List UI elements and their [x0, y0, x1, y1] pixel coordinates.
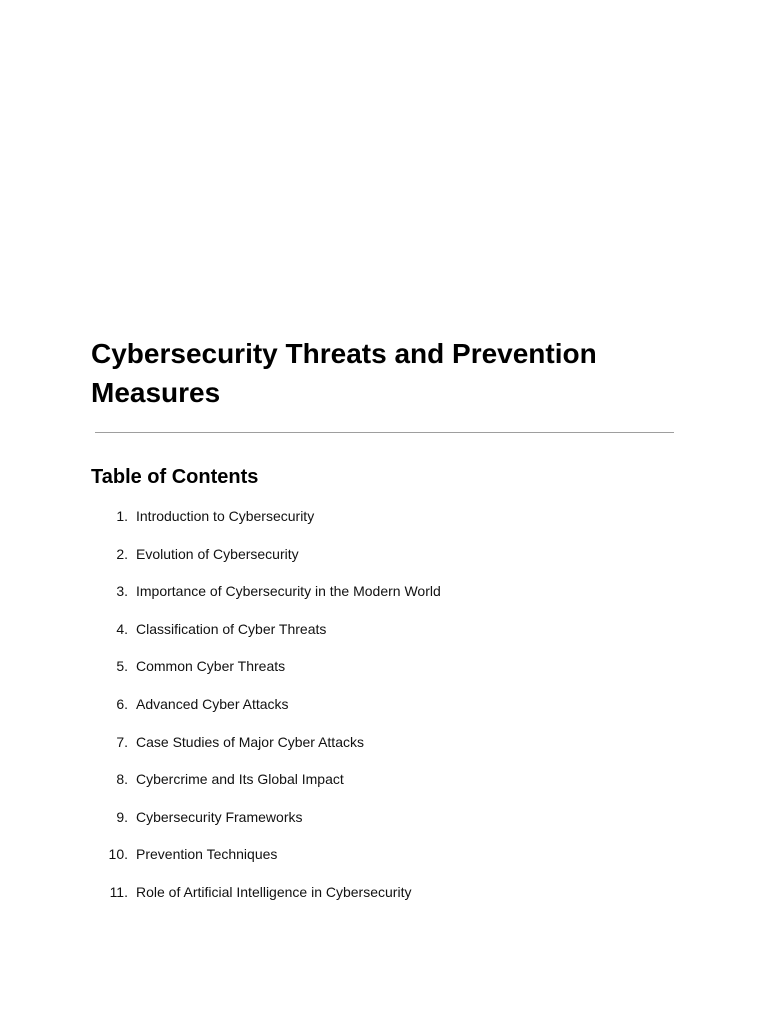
toc-item-label: Classification of Cyber Threats — [136, 620, 327, 637]
toc-item-label: Cybersecurity Frameworks — [136, 808, 303, 825]
toc-item-label: Cybercrime and Its Global Impact — [136, 771, 344, 788]
toc-item-number: 8. — [116, 771, 128, 788]
toc-item-number: 7. — [116, 733, 128, 750]
toc-list — [0, 505, 700, 919]
toc-item-label: Prevention Techniques — [136, 846, 278, 863]
document-title: Cybersecurity Threats and Prevention Measures — [91, 338, 597, 408]
toc-item — [0, 618, 700, 656]
toc-item-number: 5. — [116, 658, 128, 675]
toc-item-number: 3. — [116, 583, 128, 600]
toc-item-number: 10. — [108, 846, 128, 863]
toc-item-label: Introduction to Cybersecurity — [136, 508, 315, 524]
toc-item-number: 2. — [116, 545, 128, 562]
toc-item-number: 4. — [116, 620, 128, 637]
toc-item — [0, 768, 700, 806]
toc-item-label: Case Studies of Major Cyber Attacks — [136, 733, 364, 750]
toc-item-number: 11. — [109, 883, 128, 900]
toc-item — [0, 731, 700, 769]
title-divider — [95, 432, 674, 433]
toc-item-number: 9. — [116, 808, 128, 825]
toc-item — [0, 693, 700, 731]
toc-item — [0, 543, 700, 581]
toc-heading: Table of Contents — [91, 466, 259, 488]
toc-item-number: 1. — [116, 508, 128, 524]
toc-item — [0, 505, 700, 543]
toc-item — [0, 655, 700, 693]
toc-item — [0, 806, 700, 844]
toc-item — [0, 881, 700, 919]
toc-item-label: Advanced Cyber Attacks — [136, 695, 289, 712]
toc-item-label: Importance of Cybersecurity in the Modern World — [136, 583, 441, 600]
toc-item — [0, 843, 700, 881]
toc-item-label: Common Cyber Threats — [136, 658, 286, 675]
toc-item-label: Role of Artificial Intelligence in Cybersecurity — [136, 883, 412, 900]
toc-item-label: Evolution of Cybersecurity — [136, 545, 299, 562]
toc-item-number: 6. — [116, 695, 128, 712]
toc-item — [0, 580, 700, 618]
